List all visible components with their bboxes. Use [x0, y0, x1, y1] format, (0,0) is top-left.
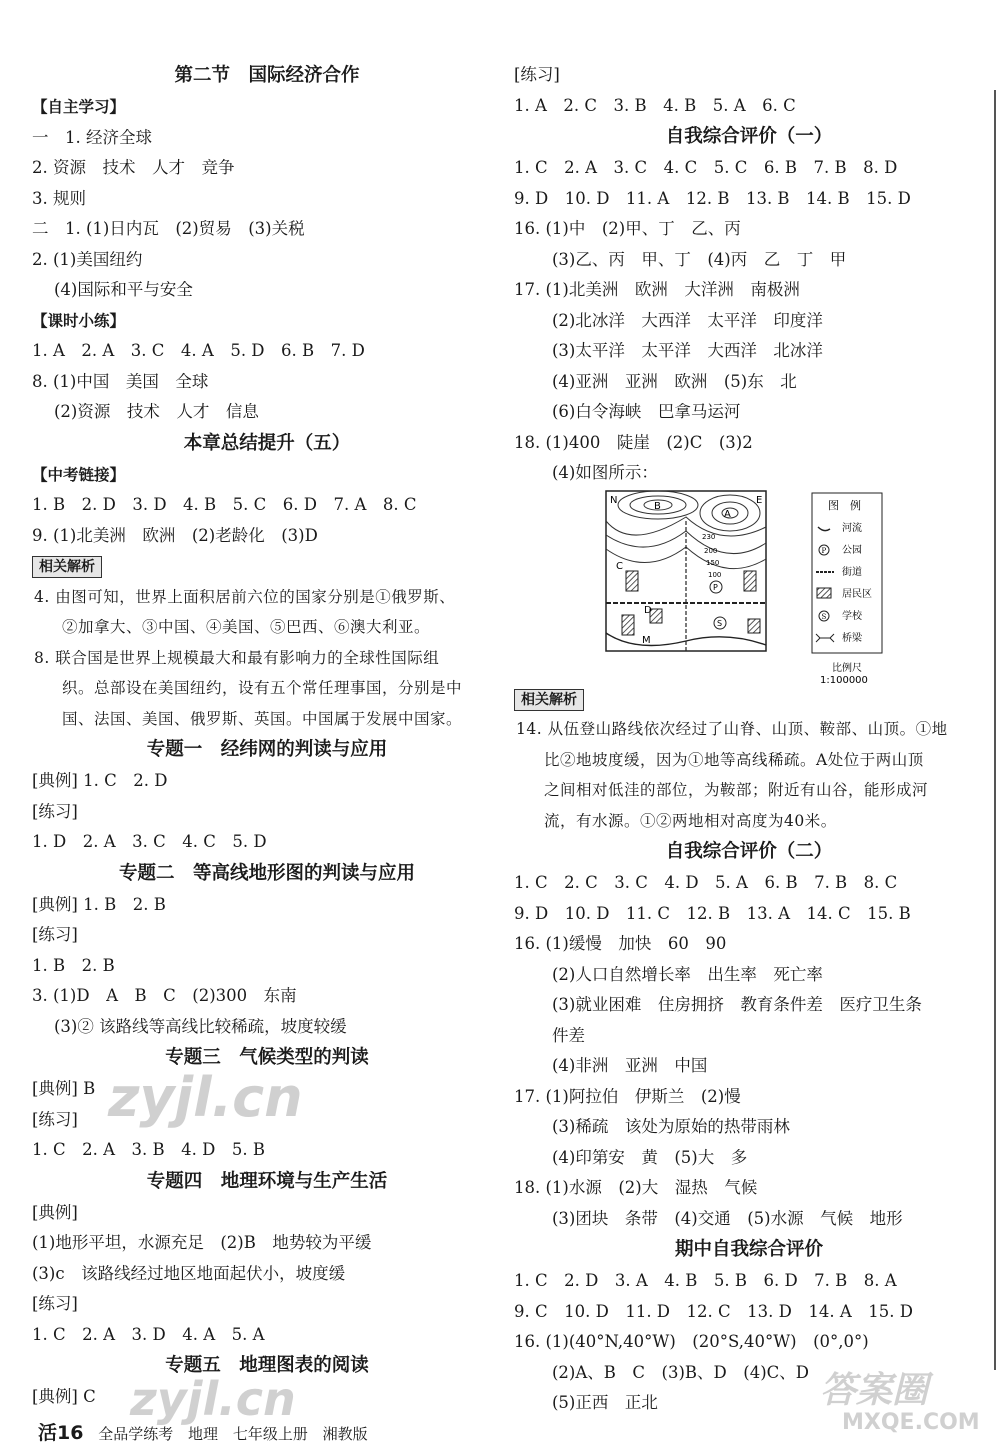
svg-text:200: 200 [704, 546, 718, 555]
answer-line: 1. C 2. C 3. C 4. D 5. A 6. B 7. B 8. C [514, 873, 898, 892]
watermark-3: 答案圈 [820, 1370, 929, 1411]
answer-line: [典例] [32, 1202, 78, 1222]
answer-line: (3)团块 条带 (4)交通 (5)水源 气候 地形 [552, 1208, 903, 1228]
answer-line: 9. C 10. D 11. D 12. C 13. D 14. A 15. D [514, 1301, 913, 1321]
answer-line: [练习] [32, 1294, 78, 1313]
answer-line: (2)人口自然增长率 出生率 死亡率 [552, 964, 823, 984]
answer-line: (1)地形平坦，水源充足 (2)B 地势较为平缓 [32, 1233, 372, 1252]
answer-line: 16. (1)缓慢 加快 60 90 [514, 934, 727, 953]
answer-line: [练习] [514, 65, 560, 84]
answer-line: (2)北冰洋 大西洋 太平洋 印度洋 [552, 310, 823, 330]
answer-line: 1. C 2. A 3. B 4. D 5. B [32, 1140, 265, 1159]
answer-line: 9. D 10. D 11. C 12. B 13. A 14. C 15. B [514, 903, 911, 923]
answer-line: 2. 资源 技术 人才 竞争 [32, 158, 235, 177]
book-name: 全品学练考 [98, 1425, 174, 1443]
subsection-heading: 【课时小练】 [32, 311, 126, 330]
contour-map-figure [514, 489, 984, 684]
svg-text:E: E [756, 494, 763, 506]
answer-line: 1. C 2. D 3. A 4. B 5. B 6. D 7. B 8. A [514, 1271, 897, 1290]
section-title: 专题一 经纬网的判读与应用 [146, 739, 388, 760]
map-legend [812, 493, 882, 653]
section-title: 本章总结提升（五） [183, 432, 351, 454]
answer-line: 17. (1)阿拉伯 伊斯兰 (2)慢 [514, 1086, 741, 1106]
page-number: 活16 [38, 1422, 84, 1444]
section-title: 专题二 等高线地形图的判读与应用 [118, 862, 415, 884]
answer-line: (2)A、B C (3)B、D (4)C、D [552, 1362, 809, 1382]
answer-line: 1. D 2. A 3. C 4. C 5. D [32, 832, 267, 851]
section-title: 第二节 国际经济合作 [174, 65, 360, 86]
answer-line: 3. 规则 [32, 188, 86, 208]
svg-text:P: P [821, 546, 827, 555]
answer-line: 17. (1)北美洲 欧洲 大洋洲 南极洲 [514, 280, 800, 299]
answer-line: 9. D 10. D 11. A 12. B 13. B 14. B 15. D [514, 188, 911, 208]
answer-line: (2)资源 技术 人才 信息 [54, 402, 259, 421]
map-frame [606, 491, 766, 651]
analysis-line: 国、法国、美国、俄罗斯、英国。中国属于发展中国家。 [62, 709, 463, 728]
subsection-heading: 【自主学习】 [32, 98, 126, 116]
legend-label: 居民区 [842, 588, 872, 600]
section-title: 专题五 地理图表的阅读 [165, 1355, 369, 1376]
section-title: 专题三 气候类型的判读 [165, 1047, 369, 1068]
grade: 七年级上册 [232, 1425, 308, 1443]
subject: 地理 [188, 1425, 219, 1443]
subsection-heading: 【中考链接】 [32, 465, 126, 484]
answer-line: 16. (1)(40°N,40°W) (20°S,40°W) (0°,0°) [514, 1332, 869, 1351]
answer-line: 件差 [552, 1025, 585, 1045]
analysis-line: 流，有水源。①②两地相对高度为40米。 [544, 811, 837, 830]
svg-text:A: A [724, 508, 731, 520]
answer-line: 2. (1)美国纽约 [32, 249, 143, 269]
answer-line: 1. A 2. C 3. B 4. B 5. A 6. C [514, 95, 796, 115]
analysis-line: ②加拿大、③中国、④美国、⑤巴西、⑥澳大利亚。 [62, 618, 431, 636]
residential-icon [817, 588, 831, 598]
contour-map [514, 489, 984, 684]
svg-text:M: M [642, 634, 651, 646]
svg-text:D: D [644, 604, 652, 616]
watermark-4: MXQE.COM [842, 1410, 980, 1435]
left-column [32, 60, 502, 1413]
legend-label: 河流 [842, 522, 862, 534]
answer-line: 1. C 2. A 3. C 4. C 5. C 6. B 7. B 8. D [514, 158, 898, 177]
legend-label: 公园 [842, 544, 862, 556]
analysis-line: 织。总部设在美国纽约，设有五个常任理事国，分别是中 [62, 679, 463, 697]
analysis-tag-row [514, 684, 984, 715]
scale-label: 比例尺 [832, 662, 862, 674]
right-column [514, 60, 984, 1419]
answer-line: (5)正西 正北 [552, 1393, 658, 1412]
answer-line: 一 1. 经济全球 [32, 127, 152, 147]
svg-text:100: 100 [708, 570, 722, 579]
section-title: 期中自我综合评价 [674, 1239, 823, 1260]
analysis-tag-row [32, 551, 502, 582]
answer-line: (3)稀疏 该处为原始的热带雨林 [552, 1117, 790, 1136]
answer-line: (3)② 该路线等高线比较稀疏，坡度较缓 [54, 1016, 347, 1036]
section-title: 专题四 地理环境与生产生活 [146, 1170, 388, 1192]
answer-line: [练习] [32, 1109, 78, 1129]
edition: 湘教版 [322, 1425, 368, 1443]
svg-text:150: 150 [706, 558, 720, 567]
answer-line: (3)太平洋 太平洋 大西洋 北冰洋 [552, 341, 823, 360]
svg-text:230: 230 [702, 532, 716, 541]
analysis-line: 4. 由图可知，世界上面积居前六位的国家分别是①俄罗斯、 [34, 587, 456, 606]
answer-line: [典例] B [32, 1079, 96, 1098]
answer-line: 二 1. (1)日内瓦 (2)贸易 (3)关税 [32, 219, 305, 238]
answer-line: (4)如图所示： [552, 463, 658, 482]
answer-line: 1. B 2. B [32, 955, 115, 975]
answer-line: (4)国际和平与安全 [54, 280, 193, 299]
answer-line: 1. C 2. A 3. D 4. A 5. A [32, 1324, 265, 1344]
answer-line: [典例] 1. C 2. D [32, 771, 168, 790]
section-title: 自我综合评价（二） [665, 841, 833, 862]
answer-line: (6)白令海峡 巴拿马运河 [552, 402, 741, 421]
answer-line: (4)印第安 黄 (5)大 多 [552, 1147, 748, 1167]
answer-line: 3. (1)D A B C (2)300 东南 [32, 986, 297, 1005]
scale-value: 1:100000 [820, 674, 868, 684]
section-title: 自我综合评价（一） [665, 126, 833, 147]
answer-line: 8. (1)中国 美国 全球 [32, 371, 209, 391]
analysis-line: 之间相对低洼的部位，为鞍部；附近有山谷，能形成河 [544, 781, 929, 799]
analysis-tag: 相关解析 [32, 556, 102, 578]
svg-text:N: N [610, 494, 618, 506]
answer-line: (3)就业困难 住房拥挤 教育条件差 医疗卫生条 [552, 995, 922, 1014]
answer-line: 18. (1)400 陡崖 (2)C (3)2 [514, 432, 753, 452]
analysis-line: 比②地坡度缓，因为①地等高线稀疏。A处位于两山顶 [544, 750, 924, 769]
answer-line: (3)乙、丙 甲、丁 (4)丙 乙 丁 甲 [552, 249, 847, 269]
page-edge-rule [994, 90, 996, 1370]
legend-label: 桥梁 [842, 632, 862, 644]
analysis-line: 14. 从伍登山路线依次经过了山脊、山顶、鞍部、山顶。①地 [516, 720, 948, 738]
legend-title: 图 例 [828, 498, 861, 512]
answer-line: [典例] 1. B 2. B [32, 894, 166, 914]
answer-line: 16. (1)中 (2)甲、丁 乙、丙 [514, 219, 741, 238]
watermark-1: zyjl.cn [108, 1066, 303, 1129]
svg-text:P: P [713, 582, 718, 592]
answer-line: [练习] [32, 925, 78, 944]
answer-line: [练习] [32, 801, 78, 821]
answer-line: 9. (1)北美洲 欧洲 (2)老龄化 (3)D [32, 525, 318, 545]
answer-line: 18. (1)水源 (2)大 湿热 气候 [514, 1178, 758, 1197]
analysis-line: 8. 联合国是世界上规模最大和最有影响力的全球性国际组 [34, 648, 440, 667]
answer-line: [典例] C [32, 1387, 96, 1406]
analysis-tag: 相关解析 [514, 689, 584, 711]
svg-text:S: S [821, 612, 827, 621]
answer-line: (3)c 该路线经过地区地面起伏小，坡度缓 [32, 1263, 346, 1283]
watermark-2: zyjl.cn [130, 1372, 296, 1426]
svg-text:B: B [654, 500, 661, 512]
legend-label: 街道 [842, 566, 862, 578]
answer-line: 1. A 2. A 3. C 4. A 5. D 6. B 7. D [32, 341, 365, 360]
svg-text:S: S [717, 618, 723, 628]
legend-label: 学校 [842, 610, 862, 622]
svg-text:C: C [616, 560, 623, 572]
answer-line: 1. B 2. D 3. D 4. B 5. C 6. D 7. A 8. C [32, 495, 417, 514]
answer-line: (4)非洲 亚洲 中国 [552, 1056, 708, 1075]
answer-line: (4)亚洲 亚洲 欧洲 (5)东 北 [552, 371, 797, 391]
